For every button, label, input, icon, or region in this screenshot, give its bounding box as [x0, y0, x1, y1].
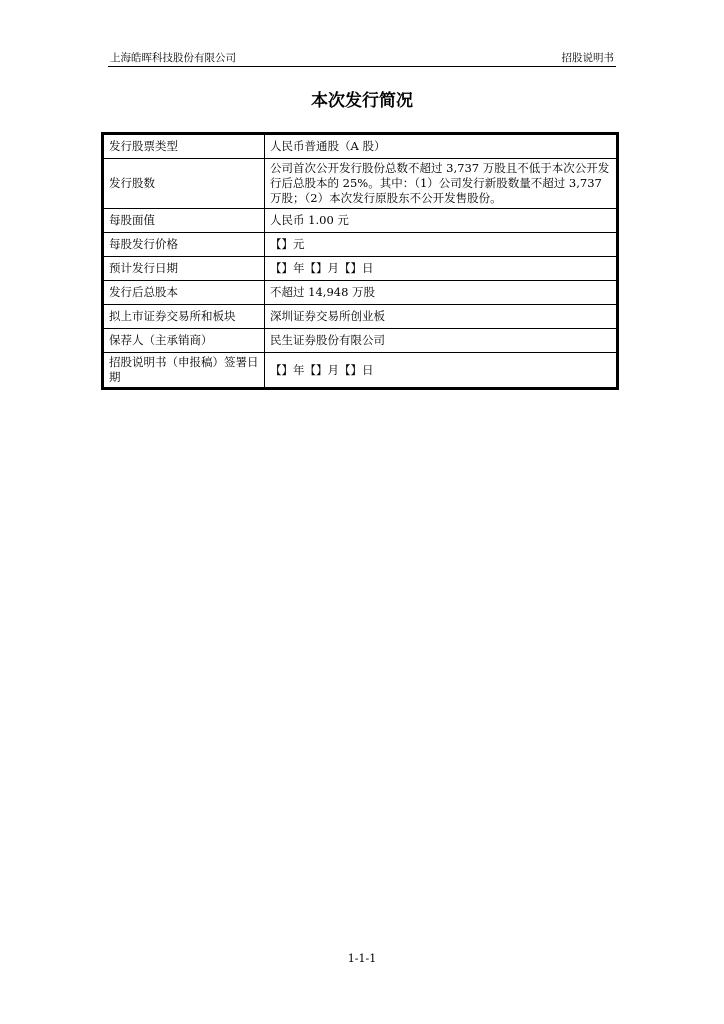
table-row — [104, 353, 617, 388]
section-title: 本次发行简况 — [311, 91, 413, 111]
row-value: 人民币普通股（A 股） — [265, 135, 617, 159]
row-label: 每股面值 — [104, 209, 265, 233]
table-row — [104, 233, 617, 257]
row-label: 发行后总股本 — [104, 281, 265, 305]
row-label: 每股发行价格 — [104, 233, 265, 257]
table-row — [104, 281, 617, 305]
row-value: 【】年【】月【】日 — [265, 257, 617, 281]
row-label: 预计发行日期 — [104, 257, 265, 281]
row-value: 人民币 1.00 元 — [265, 209, 617, 233]
table-row — [104, 329, 617, 353]
page-header — [108, 52, 616, 67]
offering-summary-table — [101, 132, 619, 390]
table-row — [104, 209, 617, 233]
table-row — [104, 159, 617, 209]
row-label: 保荐人（主承销商） — [104, 329, 265, 353]
row-label: 发行股数 — [104, 159, 265, 209]
row-label: 发行股票类型 — [104, 135, 265, 159]
row-value: 【】年【】月【】日 — [265, 353, 617, 388]
header-company-name: 上海皓晖科技股份有限公司 — [110, 52, 236, 64]
row-value: 民生证券股份有限公司 — [265, 329, 617, 353]
row-value: 公司首次公开发行股份总数不超过 3,737 万股且不低于本次公开发行后总股本的 25%。其中：（1）公司发行新股数量不超过 3,737 万股；（2）本次发行原股东不公开发售股份。 — [265, 159, 617, 209]
table-row — [104, 135, 617, 159]
row-label: 拟上市证券交易所和板块 — [104, 305, 265, 329]
table-row — [104, 257, 617, 281]
row-value: 不超过 14,948 万股 — [265, 281, 617, 305]
row-value: 【】元 — [265, 233, 617, 257]
table-row — [104, 305, 617, 329]
row-label: 招股说明书（申报稿）签署日期 — [104, 353, 265, 388]
header-document-type: 招股说明书 — [561, 52, 614, 64]
page-number: 1-1-1 — [347, 952, 377, 965]
row-value: 深圳证券交易所创业板 — [265, 305, 617, 329]
